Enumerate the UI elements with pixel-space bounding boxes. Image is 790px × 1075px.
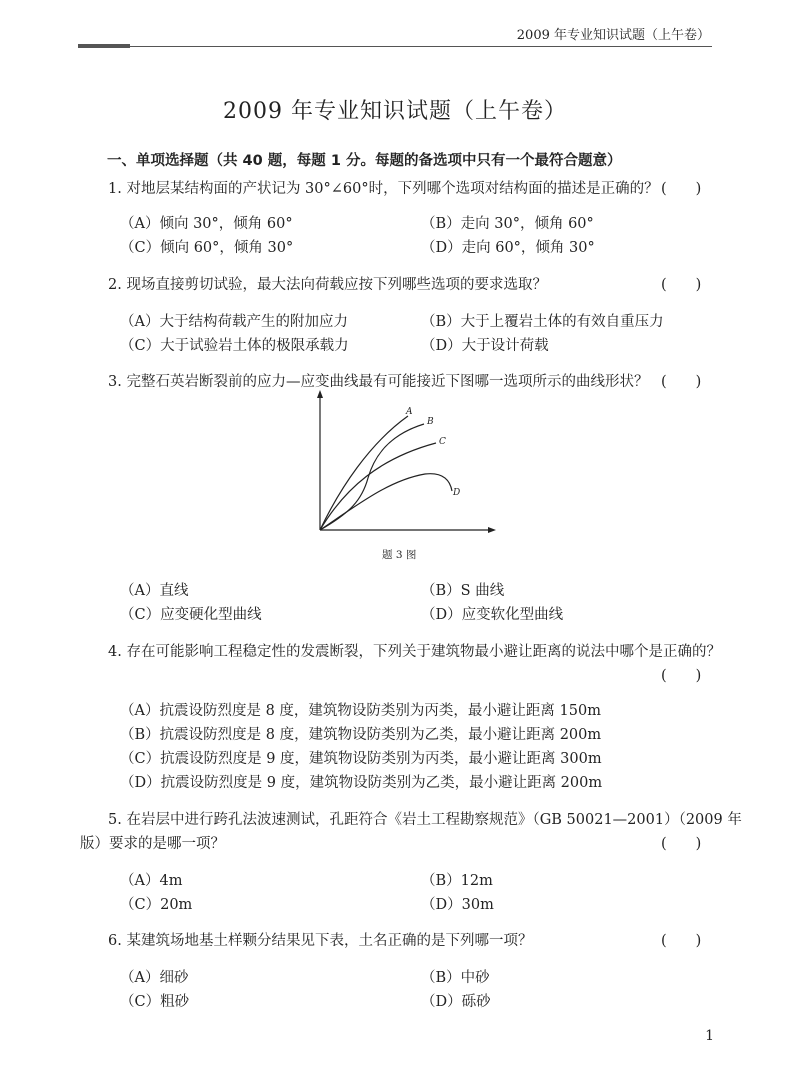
header-accent-bar — [78, 44, 130, 48]
page-title: 2009 年专业知识试题（上午卷） — [223, 99, 567, 124]
section-heading: 一、单项选择题（共 40 题，每题 1 分。每题的备选项中只有一个最符合题意） — [107, 153, 622, 169]
q4-option-d: （D）抗震设防烈度是 9 度，建筑物设防类别为乙类，最小避让距离 200m — [120, 775, 603, 791]
q4-option-c: （C）抗震设防烈度是 9 度，建筑物设防类别为丙类，最小避让距离 300m — [120, 751, 602, 767]
x-axis-arrow — [488, 527, 496, 533]
question-2-answer-blank: ( ) — [661, 277, 702, 293]
curve-label-c: C — [439, 437, 446, 447]
q3-option-c: （C）应变硬化型曲线 — [120, 607, 262, 623]
q2-option-a: （A）大于结构荷载产生的附加应力 — [120, 314, 348, 330]
q1-option-c: （C）倾向 60°，倾角 30° — [120, 240, 294, 256]
question-3-answer-blank: ( ) — [661, 374, 702, 390]
q1-option-d: （D）走向 60°，倾角 30° — [421, 240, 595, 256]
stress-strain-figure — [300, 388, 500, 538]
q5-option-b: （B）12m — [421, 873, 493, 889]
q5-option-c: （C）20m — [120, 897, 193, 913]
q3-option-b: （B）S 曲线 — [421, 583, 505, 599]
q5-option-a: （A）4m — [120, 873, 183, 889]
page-number: 1 — [705, 1028, 714, 1044]
question-1-text: 1. 对地层某结构面的产状记为 30°∠60°时，下列哪个选项对结构面的描述是正确的？ — [108, 181, 659, 197]
y-axis-arrow — [317, 390, 323, 398]
q4-option-b: （B）抗震设防烈度是 8 度，建筑物设防类别为乙类，最小避让距离 200m — [120, 727, 602, 743]
q6-option-b: （B）中砂 — [421, 970, 490, 986]
question-1-answer-blank: ( ) — [661, 181, 702, 197]
running-header: 2009 年专业知识试题（上午卷） — [516, 28, 710, 43]
q3-option-d: （D）应变软化型曲线 — [421, 607, 564, 623]
q5-option-d: （D）30m — [421, 897, 494, 913]
curve-label-a: A — [406, 407, 413, 417]
question-5-text-line1: 5. 在岩层中进行跨孔法波速测试，孔距符合《岩土工程勘察规范》（GB 50021—2001）（2009 年 — [108, 812, 742, 828]
q6-option-c: （C）粗砂 — [120, 994, 190, 1010]
q3-option-a: （A）直线 — [120, 583, 189, 599]
question-5-answer-blank: ( ) — [661, 836, 702, 852]
question-4-answer-blank: ( ) — [661, 668, 702, 684]
q1-option-a: （A）倾向 30°，倾角 60° — [120, 216, 293, 232]
q6-option-d: （D）砾砂 — [421, 994, 491, 1010]
header-rule — [130, 46, 712, 47]
question-3-text: 3. 完整石英岩断裂前的应力—应变曲线最有可能接近下图哪一选项所示的曲线形状？ — [108, 374, 649, 390]
question-6-answer-blank: ( ) — [661, 933, 702, 949]
q2-option-d: （D）大于设计荷载 — [421, 338, 549, 354]
curve-label-d: D — [453, 488, 461, 498]
question-6-text: 6. 某建筑场地基土样颗分结果见下表，土名正确的是下列哪一项？ — [108, 933, 533, 949]
question-5-text-line2: 版）要求的是哪一项？ — [80, 836, 225, 852]
figure-caption: 题 3 图 — [382, 549, 417, 561]
curve-b — [320, 424, 424, 530]
q1-option-b: （B）走向 30°，倾角 60° — [421, 216, 594, 232]
q2-option-b: （B）大于上覆岩土体的有效自重压力 — [421, 314, 664, 330]
question-2-text: 2. 现场直接剪切试验，最大法向荷载应按下列哪些选项的要求选取？ — [108, 277, 547, 293]
question-4-text: 4. 存在可能影响工程稳定性的发震断裂，下列关于建筑物最小避让距离的说法中哪个是正确的？ — [108, 644, 721, 660]
curve-label-b: B — [427, 417, 434, 427]
q4-option-a: （A）抗震设防烈度是 8 度，建筑物设防类别为丙类，最小避让距离 150m — [120, 703, 601, 719]
curve-a — [320, 416, 408, 530]
q6-option-a: （A）细砂 — [120, 970, 189, 986]
q2-option-c: （C）大于试验岩土体的极限承载力 — [120, 338, 349, 354]
